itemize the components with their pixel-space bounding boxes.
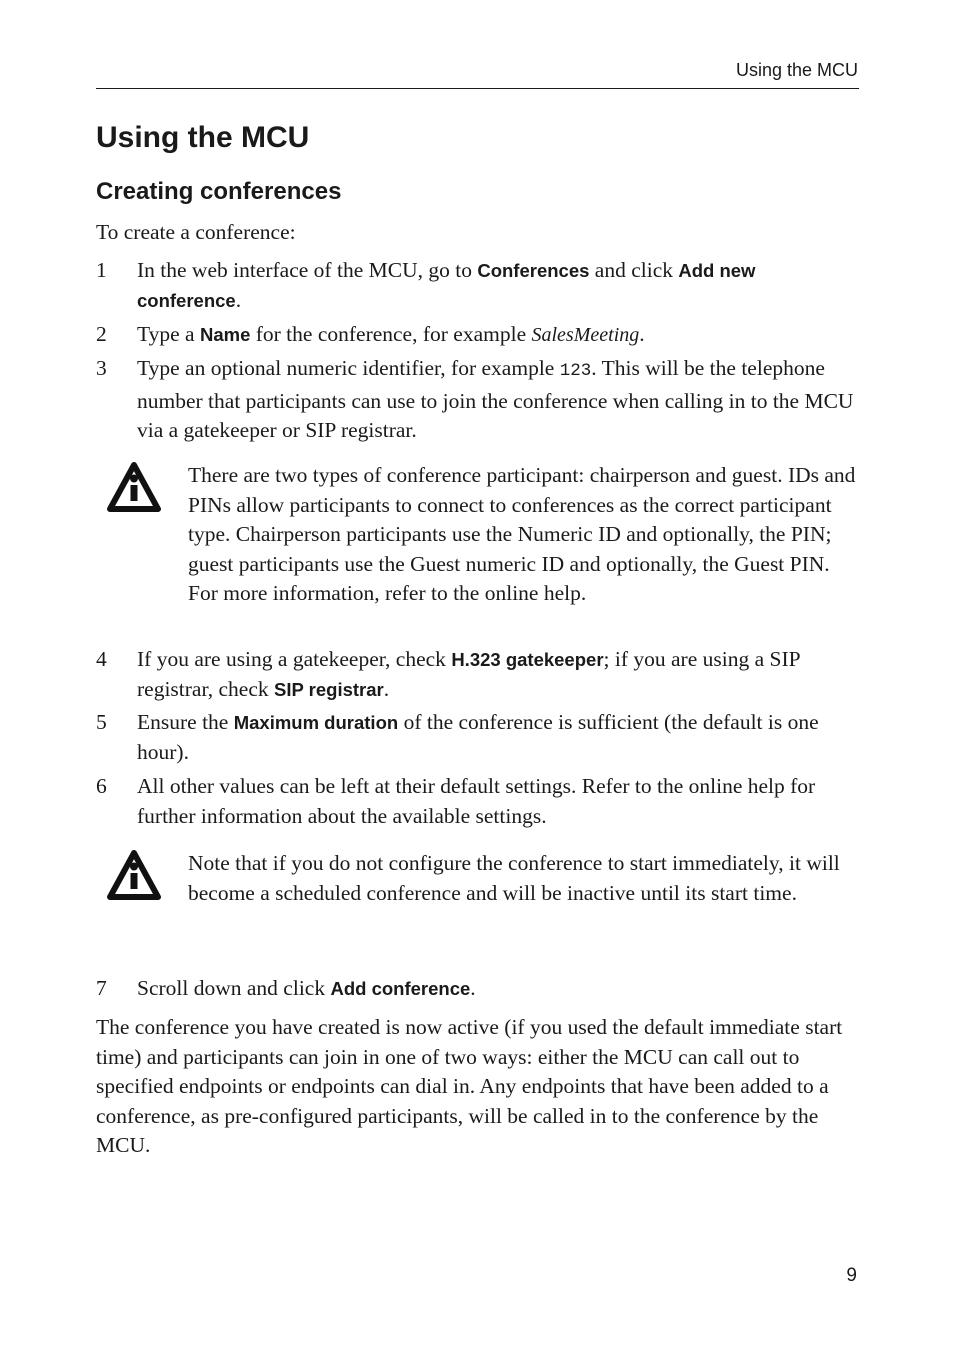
step-number: 3 bbox=[96, 356, 107, 380]
note-text: Note that if you do not configure the conference to start immediately, it will become a scheduled conference and will be inactive until its start time. bbox=[188, 851, 840, 905]
running-header: Using the MCU bbox=[735, 60, 858, 80]
step-4 bbox=[96, 645, 858, 704]
ui-label-add-conference: Add conference bbox=[330, 978, 471, 999]
step-3 bbox=[96, 354, 858, 446]
section-title: Creating conferences bbox=[96, 178, 342, 205]
code-value: 123 bbox=[559, 361, 592, 381]
step-number: 7 bbox=[96, 976, 107, 1000]
step-text: Type a Name for the conference, for example SalesMeeting. bbox=[137, 322, 645, 346]
page-title: Using the MCU bbox=[96, 121, 310, 154]
ui-label-maximum-duration: Maximum duration bbox=[233, 712, 399, 733]
info-warning-icon bbox=[106, 461, 162, 513]
step-number: 1 bbox=[96, 258, 107, 282]
ui-label-name: Name bbox=[199, 324, 251, 345]
note-callout bbox=[96, 849, 858, 908]
step-text: Ensure the Maximum duration of the conference is sufficient (the default is one hour). bbox=[137, 710, 819, 764]
step-2 bbox=[96, 320, 858, 351]
closing-paragraph: The conference you have created is now active (if you used the default immediate start time) and participants can join in one of two ways: either the MCU can call out to specified endpoints or endpoints can dial in. Any endpoints that have been added to a conference, as pre-configured participants, will be called in to the conference by the MCU. bbox=[96, 1015, 843, 1157]
step-7 bbox=[96, 974, 858, 1004]
step-text: Type an optional numeric identifier, for example 123. This will be the telephone number that participants can use to join the conference when calling in to the MCU via a gatekeeper or SIP registrar. bbox=[137, 356, 854, 442]
ui-label-conferences: Conferences bbox=[477, 260, 590, 281]
step-text: In the web interface of the MCU, go to Conferences and click Add new conference. bbox=[137, 258, 756, 312]
step-number: 2 bbox=[96, 322, 107, 346]
ui-label-add-new-conference: Add new conference bbox=[137, 260, 756, 311]
step-number: 4 bbox=[96, 647, 107, 671]
note-callout bbox=[96, 461, 858, 609]
intro-text: To create a conference: bbox=[96, 220, 296, 244]
step-text: If you are using a gatekeeper, check H.323 gatekeeper; if you are using a SIP registrar, check SIP registrar. bbox=[137, 647, 800, 701]
ui-label-sip-registrar: SIP registrar bbox=[274, 678, 384, 700]
header-rule bbox=[96, 88, 859, 89]
step-1 bbox=[96, 256, 858, 315]
step-text: All other values can be left at their default settings. Refer to the online help for further information about the available settings. bbox=[137, 774, 816, 828]
note-text: There are two types of conference participant: chairperson and guest. IDs and PINs allow participants to connect to conferences as the correct participant type. Chairperson participants use the Numeric ID and optionally, the PIN; guest participants use the Guest numeric ID and optionally, the Guest PIN. For more information, refer to the online help. bbox=[188, 463, 856, 605]
step-6 bbox=[96, 772, 858, 831]
step-number: 5 bbox=[96, 710, 107, 734]
step-number: 6 bbox=[96, 774, 107, 798]
page-number: 9 bbox=[846, 1265, 857, 1286]
ui-label-h323-gatekeeper: H.323 gatekeeper bbox=[451, 649, 604, 670]
step-text: Scroll down and click Add conference. bbox=[137, 976, 476, 1000]
example-value: SalesMeeting bbox=[531, 324, 640, 346]
step-5 bbox=[96, 708, 858, 767]
info-warning-icon bbox=[106, 849, 162, 901]
